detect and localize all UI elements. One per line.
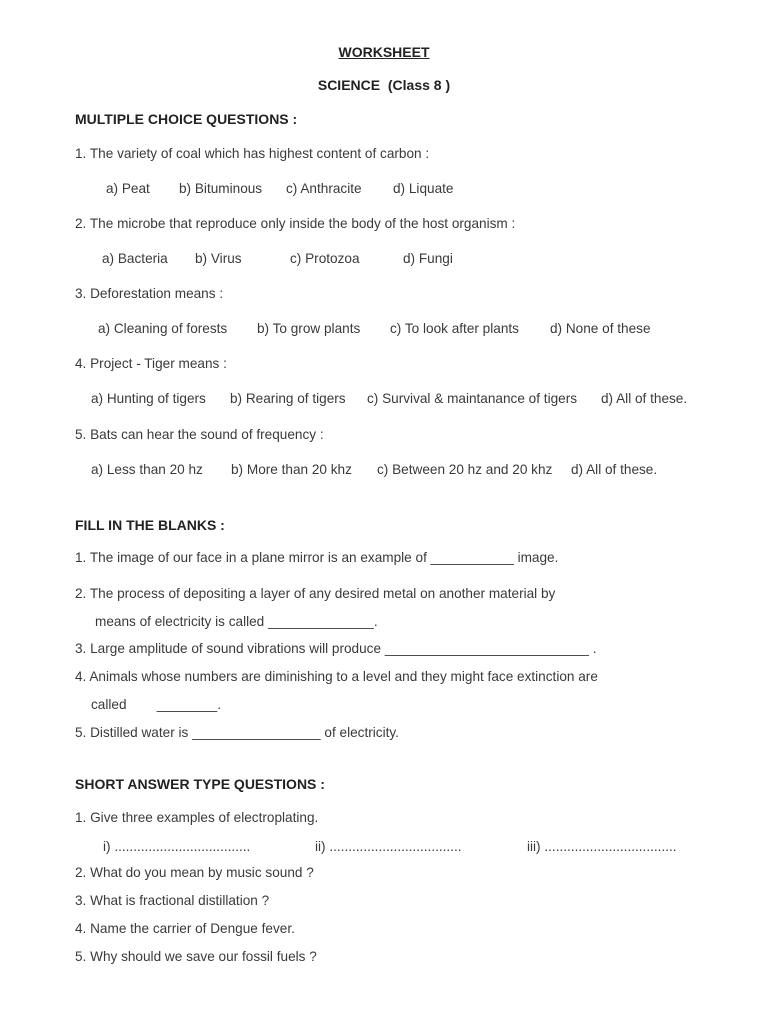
- page-subtitle: SCIENCE (Class 8 ): [317, 77, 451, 93]
- mcq-question-4: 4. Project - Tiger means :: [75, 356, 227, 371]
- blank-line: 3. Large amplitude of sound vibrations will produce ___________________________ .: [75, 641, 597, 656]
- mcq-question-1: 1. The variety of coal which has highest content of carbon :: [75, 146, 430, 161]
- mcq-option: a) Hunting of tigers: [91, 391, 206, 406]
- mcq-option: b) More than 20 khz: [231, 462, 352, 477]
- mcq-option: c) Survival & maintanance of tigers: [367, 391, 578, 406]
- mcq-option: a) Bacteria: [102, 251, 168, 266]
- mcq-question-5: 5. Bats can hear the sound of frequency :: [75, 427, 324, 442]
- short-question: 3. What is fractional distillation ?: [75, 893, 270, 908]
- mcq-heading: MULTIPLE CHOICE QUESTIONS :: [75, 111, 298, 127]
- mcq-option: a) Peat: [106, 181, 150, 196]
- page-title: WORKSHEET: [338, 44, 430, 60]
- mcq-option: a) Cleaning of forests: [98, 321, 228, 336]
- blanks-heading: FILL IN THE BLANKS :: [75, 517, 225, 533]
- answer-blank: iii) ...................................: [527, 839, 677, 854]
- mcq-option: b) To grow plants: [257, 321, 361, 336]
- short-question: 5. Why should we save our fossil fuels ?: [75, 949, 317, 964]
- short-heading: SHORT ANSWER TYPE QUESTIONS :: [75, 776, 325, 792]
- mcq-option: c) Anthracite: [286, 181, 362, 196]
- mcq-question-3: 3. Deforestation means :: [75, 286, 224, 301]
- answer-blank: ii) ...................................: [315, 839, 462, 854]
- blank-line: means of electricity is called ______________.: [95, 614, 378, 629]
- mcq-option: c) Protozoa: [290, 251, 360, 266]
- mcq-option: a) Less than 20 hz: [91, 462, 203, 477]
- blank-line: 2. The process of depositing a layer of any desired metal on another material by: [75, 586, 556, 601]
- mcq-option: d) Liquate: [393, 181, 454, 196]
- mcq-option: b) Bituminous: [179, 181, 263, 196]
- answer-blank: i) ....................................: [103, 839, 251, 854]
- blank-line: 5. Distilled water is _________________ of electricity.: [75, 725, 399, 740]
- short-question: 4. Name the carrier of Dengue fever.: [75, 921, 295, 936]
- mcq-option: c) Between 20 hz and 20 khz: [377, 462, 553, 477]
- mcq-option: d) All of these.: [601, 391, 688, 406]
- mcq-option: b) Rearing of tigers: [230, 391, 346, 406]
- short-question: 2. What do you mean by music sound ?: [75, 865, 314, 880]
- mcq-option: d) All of these.: [571, 462, 658, 477]
- mcq-option: b) Virus: [195, 251, 242, 266]
- blank-line: called ________.: [91, 697, 221, 712]
- mcq-question-2: 2. The microbe that reproduce only inside the body of the host organism :: [75, 216, 516, 231]
- blank-line: 4. Animals whose numbers are diminishing to a level and they might face extinction are: [75, 669, 598, 684]
- mcq-option: d) None of these: [550, 321, 651, 336]
- blank-line: 1. The image of our face in a plane mirror is an example of ___________ image.: [75, 550, 559, 565]
- mcq-option: c) To look after plants: [390, 321, 519, 336]
- mcq-option: d) Fungi: [403, 251, 453, 266]
- short-question-1: 1. Give three examples of electroplating.: [75, 810, 319, 825]
